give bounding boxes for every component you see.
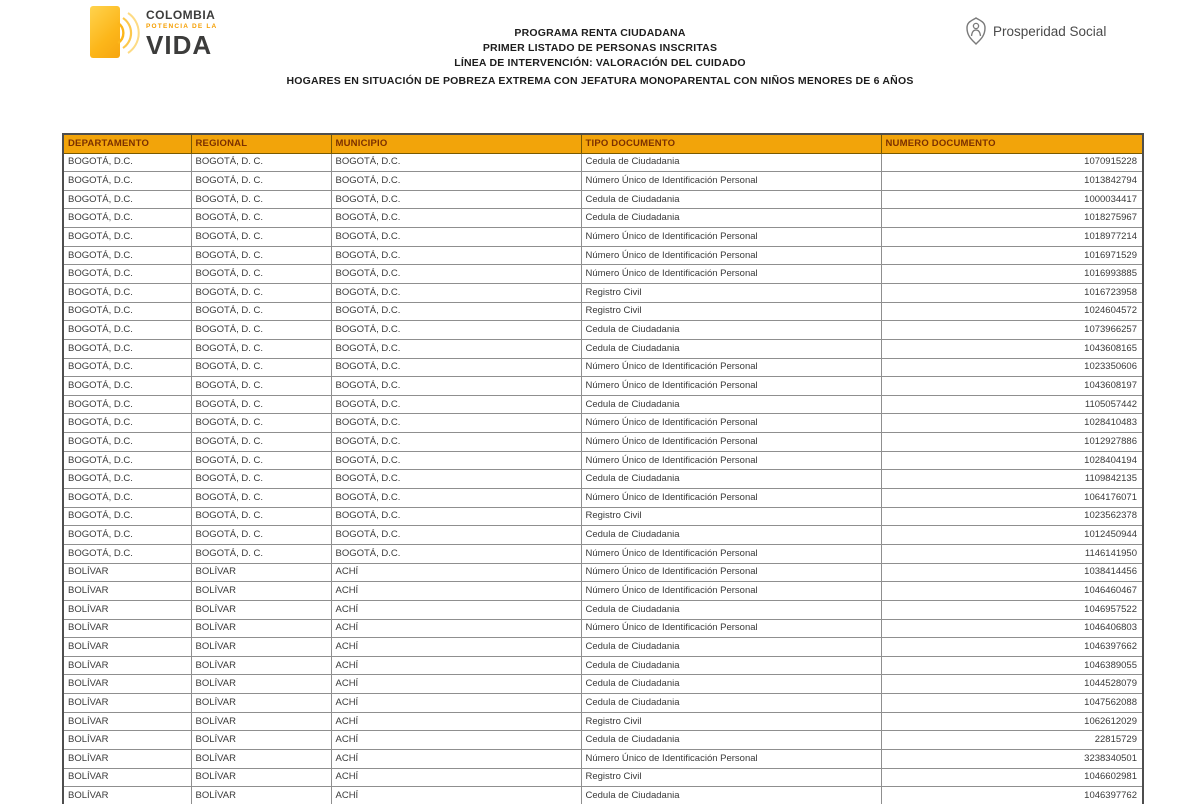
cell-municipio: BOGOTÁ, D.C. xyxy=(331,190,581,209)
table-row xyxy=(63,750,1143,769)
cell-regional: BOGOTÁ, D. C. xyxy=(191,526,331,545)
cell-regional: BOLÍVAR xyxy=(191,675,331,694)
cell-tipo-documento: Cedula de Ciudadania xyxy=(581,675,881,694)
cell-municipio: ACHÍ xyxy=(331,750,581,769)
cell-regional: BOGOTÁ, D. C. xyxy=(191,507,331,526)
cell-departamento: BOGOTÁ, D.C. xyxy=(63,302,191,321)
table-row xyxy=(63,283,1143,302)
cell-numero-documento: 1046406803 xyxy=(881,619,1143,638)
table-row xyxy=(63,395,1143,414)
cell-numero-documento: 1000034417 xyxy=(881,190,1143,209)
cell-numero-documento: 1028404194 xyxy=(881,451,1143,470)
table-row xyxy=(63,265,1143,284)
cell-numero-documento: 1016971529 xyxy=(881,246,1143,265)
cell-tipo-documento: Número Único de Identificación Personal xyxy=(581,172,881,191)
cell-municipio: ACHÍ xyxy=(331,600,581,619)
cell-departamento: BOLÍVAR xyxy=(63,750,191,769)
table-row xyxy=(63,563,1143,582)
cell-departamento: BOGOTÁ, D.C. xyxy=(63,265,191,284)
cell-tipo-documento: Registro Civil xyxy=(581,768,881,787)
cell-municipio: BOGOTÁ, D.C. xyxy=(331,172,581,191)
cell-numero-documento: 1038414456 xyxy=(881,563,1143,582)
table-row xyxy=(63,694,1143,713)
cell-tipo-documento: Cedula de Ciudadania xyxy=(581,600,881,619)
cell-numero-documento: 1046397762 xyxy=(881,787,1143,804)
cell-regional: BOGOTÁ, D. C. xyxy=(191,433,331,452)
cell-tipo-documento: Número Único de Identificación Personal xyxy=(581,414,881,433)
table-row xyxy=(63,414,1143,433)
cell-regional: BOLÍVAR xyxy=(191,656,331,675)
cell-municipio: BOGOTÁ, D.C. xyxy=(331,433,581,452)
table-body xyxy=(63,153,1143,804)
cell-regional: BOGOTÁ, D. C. xyxy=(191,451,331,470)
column-header-municipio: MUNICIPIO xyxy=(331,134,581,153)
cell-municipio: BOGOTÁ, D.C. xyxy=(331,302,581,321)
cell-departamento: BOLÍVAR xyxy=(63,712,191,731)
cell-tipo-documento: Registro Civil xyxy=(581,283,881,302)
cell-tipo-documento: Número Único de Identificación Personal xyxy=(581,451,881,470)
cell-regional: BOGOTÁ, D. C. xyxy=(191,283,331,302)
cell-departamento: BOGOTÁ, D.C. xyxy=(63,489,191,508)
logo-line-colombia: COLOMBIA xyxy=(146,8,216,22)
cell-municipio: BOGOTÁ, D.C. xyxy=(331,283,581,302)
cell-departamento: BOGOTÁ, D.C. xyxy=(63,414,191,433)
cell-municipio: ACHÍ xyxy=(331,712,581,731)
cell-tipo-documento: Número Único de Identificación Personal xyxy=(581,377,881,396)
cell-numero-documento: 1043608197 xyxy=(881,377,1143,396)
cell-numero-documento: 1023562378 xyxy=(881,507,1143,526)
column-header-departamento: DEPARTAMENTO xyxy=(63,134,191,153)
column-header-tipo-documento: TIPO DOCUMENTO xyxy=(581,134,881,153)
cell-departamento: BOGOTÁ, D.C. xyxy=(63,246,191,265)
cell-departamento: BOGOTÁ, D.C. xyxy=(63,451,191,470)
cell-departamento: BOGOTÁ, D.C. xyxy=(63,209,191,228)
cell-regional: BOGOTÁ, D. C. xyxy=(191,470,331,489)
cell-regional: BOLÍVAR xyxy=(191,768,331,787)
cell-regional: BOGOTÁ, D. C. xyxy=(191,358,331,377)
cell-regional: BOGOTÁ, D. C. xyxy=(191,209,331,228)
cell-tipo-documento: Cedula de Ciudadania xyxy=(581,395,881,414)
cell-departamento: BOGOTÁ, D.C. xyxy=(63,470,191,489)
cell-tipo-documento: Cedula de Ciudadania xyxy=(581,153,881,172)
prosperidad-social-label: Prosperidad Social xyxy=(993,23,1107,39)
table-row xyxy=(63,582,1143,601)
cell-numero-documento: 3238340501 xyxy=(881,750,1143,769)
cell-regional: BOGOTÁ, D. C. xyxy=(191,228,331,247)
cell-regional: BOGOTÁ, D. C. xyxy=(191,265,331,284)
cell-numero-documento: 1146141950 xyxy=(881,544,1143,563)
cell-tipo-documento: Cedula de Ciudadania xyxy=(581,638,881,657)
cell-departamento: BOLÍVAR xyxy=(63,787,191,804)
cell-numero-documento: 1064176071 xyxy=(881,489,1143,508)
cell-regional: BOLÍVAR xyxy=(191,731,331,750)
table-row xyxy=(63,246,1143,265)
table-row xyxy=(63,619,1143,638)
logo-line-vida: VIDA xyxy=(146,29,213,60)
table-row xyxy=(63,302,1143,321)
cell-tipo-documento: Cedula de Ciudadania xyxy=(581,209,881,228)
cell-municipio: ACHÍ xyxy=(331,694,581,713)
logo-line-potencia: POTENCIA DE LA xyxy=(146,23,218,30)
cell-departamento: BOGOTÁ, D.C. xyxy=(63,321,191,340)
cell-departamento: BOLÍVAR xyxy=(63,582,191,601)
cell-tipo-documento: Registro Civil xyxy=(581,302,881,321)
cell-departamento: BOGOTÁ, D.C. xyxy=(63,172,191,191)
title-line-2: PRIMER LISTADO DE PERSONAS INSCRITAS xyxy=(482,42,718,54)
table-row xyxy=(63,526,1143,545)
cell-tipo-documento: Número Único de Identificación Personal xyxy=(581,358,881,377)
table-row xyxy=(63,172,1143,191)
cell-regional: BOGOTÁ, D. C. xyxy=(191,246,331,265)
cell-numero-documento: 1012927886 xyxy=(881,433,1143,452)
cell-tipo-documento: Número Único de Identificación Personal xyxy=(581,619,881,638)
cell-departamento: BOGOTÁ, D.C. xyxy=(63,526,191,545)
cell-municipio: BOGOTÁ, D.C. xyxy=(331,489,581,508)
cell-numero-documento: 1016993885 xyxy=(881,265,1143,284)
table-row xyxy=(63,433,1143,452)
cell-regional: BOLÍVAR xyxy=(191,694,331,713)
prosperidad-social-logo xyxy=(965,17,1106,45)
cell-regional: BOGOTÁ, D. C. xyxy=(191,190,331,209)
title-line-4: HOGARES EN SITUACIÓN DE POBREZA EXTREMA CON JEFATURA MONOPARENTAL CON NIÑOS MENORES DE 6 AÑOS xyxy=(286,75,914,87)
cell-numero-documento: 1047562088 xyxy=(881,694,1143,713)
table-row xyxy=(63,228,1143,247)
document-title-block xyxy=(100,23,1100,89)
cell-regional: BOGOTÁ, D. C. xyxy=(191,489,331,508)
cell-departamento: BOGOTÁ, D.C. xyxy=(63,228,191,247)
cell-numero-documento: 1070915228 xyxy=(881,153,1143,172)
table-row xyxy=(63,153,1143,172)
table-row xyxy=(63,377,1143,396)
table-row xyxy=(63,358,1143,377)
cell-regional: BOLÍVAR xyxy=(191,750,331,769)
cell-tipo-documento: Número Único de Identificación Personal xyxy=(581,228,881,247)
cell-tipo-documento: Cedula de Ciudadania xyxy=(581,339,881,358)
cell-tipo-documento: Cedula de Ciudadania xyxy=(581,321,881,340)
cell-departamento: BOLÍVAR xyxy=(63,675,191,694)
title-line-1: PROGRAMA RENTA CIUDADANA xyxy=(514,27,686,39)
cell-municipio: BOGOTÁ, D.C. xyxy=(331,526,581,545)
cell-municipio: ACHÍ xyxy=(331,582,581,601)
table-row xyxy=(63,544,1143,563)
inscritos-table xyxy=(62,133,1144,804)
cell-municipio: BOGOTÁ, D.C. xyxy=(331,395,581,414)
cell-numero-documento: 1046957522 xyxy=(881,600,1143,619)
cell-departamento: BOLÍVAR xyxy=(63,731,191,750)
cell-numero-documento: 1046389055 xyxy=(881,656,1143,675)
column-header-numero-documento: NUMERO DOCUMENTO xyxy=(881,134,1143,153)
cell-regional: BOGOTÁ, D. C. xyxy=(191,395,331,414)
cell-departamento: BOLÍVAR xyxy=(63,694,191,713)
cell-municipio: ACHÍ xyxy=(331,638,581,657)
cell-municipio: ACHÍ xyxy=(331,768,581,787)
cell-municipio: BOGOTÁ, D.C. xyxy=(331,507,581,526)
cell-regional: BOLÍVAR xyxy=(191,600,331,619)
cell-numero-documento: 1012450944 xyxy=(881,526,1143,545)
cell-numero-documento: 1046460467 xyxy=(881,582,1143,601)
cell-municipio: BOGOTÁ, D.C. xyxy=(331,358,581,377)
cell-tipo-documento: Número Único de Identificación Personal xyxy=(581,563,881,582)
cell-municipio: BOGOTÁ, D.C. xyxy=(331,153,581,172)
cell-numero-documento: 1016723958 xyxy=(881,283,1143,302)
column-header-regional: REGIONAL xyxy=(191,134,331,153)
title-line-3: LÍNEA DE INTERVENCIÓN: VALORACIÓN DEL CUIDADO xyxy=(454,57,746,69)
cell-numero-documento: 1044528079 xyxy=(881,675,1143,694)
cell-regional: BOLÍVAR xyxy=(191,787,331,804)
cell-numero-documento: 1046397662 xyxy=(881,638,1143,657)
cell-numero-documento: 1023350606 xyxy=(881,358,1143,377)
cell-tipo-documento: Registro Civil xyxy=(581,712,881,731)
cell-regional: BOGOTÁ, D. C. xyxy=(191,414,331,433)
cell-departamento: BOLÍVAR xyxy=(63,638,191,657)
cell-departamento: BOGOTÁ, D.C. xyxy=(63,507,191,526)
cell-municipio: BOGOTÁ, D.C. xyxy=(331,544,581,563)
cell-tipo-documento: Cedula de Ciudadania xyxy=(581,694,881,713)
cell-departamento: BOGOTÁ, D.C. xyxy=(63,358,191,377)
cell-numero-documento: 1013842794 xyxy=(881,172,1143,191)
cell-regional: BOLÍVAR xyxy=(191,638,331,657)
cell-tipo-documento: Número Único de Identificación Personal xyxy=(581,246,881,265)
cell-municipio: ACHÍ xyxy=(331,675,581,694)
cell-tipo-documento: Cedula de Ciudadania xyxy=(581,470,881,489)
table-row xyxy=(63,600,1143,619)
cell-departamento: BOGOTÁ, D.C. xyxy=(63,377,191,396)
cell-regional: BOLÍVAR xyxy=(191,712,331,731)
cell-departamento: BOLÍVAR xyxy=(63,619,191,638)
cell-tipo-documento: Cedula de Ciudadania xyxy=(581,526,881,545)
cell-tipo-documento: Cedula de Ciudadania xyxy=(581,656,881,675)
cell-departamento: BOLÍVAR xyxy=(63,768,191,787)
cell-municipio: BOGOTÁ, D.C. xyxy=(331,209,581,228)
cell-regional: BOGOTÁ, D. C. xyxy=(191,544,331,563)
cell-numero-documento: 1018977214 xyxy=(881,228,1143,247)
cell-municipio: ACHÍ xyxy=(331,787,581,804)
table-row xyxy=(63,321,1143,340)
cell-departamento: BOGOTÁ, D.C. xyxy=(63,283,191,302)
cell-municipio: ACHÍ xyxy=(331,563,581,582)
cell-departamento: BOGOTÁ, D.C. xyxy=(63,433,191,452)
cell-regional: BOLÍVAR xyxy=(191,619,331,638)
table-row xyxy=(63,768,1143,787)
cell-regional: BOGOTÁ, D. C. xyxy=(191,339,331,358)
cell-tipo-documento: Cedula de Ciudadania xyxy=(581,731,881,750)
cell-departamento: BOLÍVAR xyxy=(63,600,191,619)
cell-tipo-documento: Número Único de Identificación Personal xyxy=(581,265,881,284)
cell-numero-documento: 1024604572 xyxy=(881,302,1143,321)
cell-tipo-documento: Número Único de Identificación Personal xyxy=(581,489,881,508)
table-row xyxy=(63,675,1143,694)
cell-tipo-documento: Cedula de Ciudadania xyxy=(581,787,881,804)
cell-tipo-documento: Cedula de Ciudadania xyxy=(581,190,881,209)
cell-departamento: BOGOTÁ, D.C. xyxy=(63,153,191,172)
cell-municipio: ACHÍ xyxy=(331,731,581,750)
cell-municipio: BOGOTÁ, D.C. xyxy=(331,246,581,265)
cell-municipio: BOGOTÁ, D.C. xyxy=(331,451,581,470)
cell-tipo-documento: Número Único de Identificación Personal xyxy=(581,582,881,601)
table-row xyxy=(63,731,1143,750)
prosperidad-social-icon xyxy=(965,17,987,45)
table-header-row xyxy=(63,134,1143,153)
table-row xyxy=(63,787,1143,804)
table-row xyxy=(63,489,1143,508)
table-row xyxy=(63,470,1143,489)
cell-regional: BOGOTÁ, D. C. xyxy=(191,302,331,321)
cell-municipio: BOGOTÁ, D.C. xyxy=(331,321,581,340)
table-row xyxy=(63,638,1143,657)
table-row xyxy=(63,712,1143,731)
cell-tipo-documento: Número Único de Identificación Personal xyxy=(581,750,881,769)
cell-departamento: BOLÍVAR xyxy=(63,656,191,675)
table-row xyxy=(63,507,1143,526)
cell-municipio: BOGOTÁ, D.C. xyxy=(331,470,581,489)
table-row xyxy=(63,209,1143,228)
cell-municipio: BOGOTÁ, D.C. xyxy=(331,265,581,284)
cell-numero-documento: 1028410483 xyxy=(881,414,1143,433)
cell-municipio: ACHÍ xyxy=(331,619,581,638)
cell-departamento: BOGOTÁ, D.C. xyxy=(63,190,191,209)
cell-tipo-documento: Número Único de Identificación Personal xyxy=(581,544,881,563)
cell-regional: BOGOTÁ, D. C. xyxy=(191,321,331,340)
cell-numero-documento: 1073966257 xyxy=(881,321,1143,340)
table-row xyxy=(63,339,1143,358)
cell-numero-documento: 1105057442 xyxy=(881,395,1143,414)
cell-numero-documento: 1109842135 xyxy=(881,470,1143,489)
cell-departamento: BOLÍVAR xyxy=(63,563,191,582)
cell-regional: BOLÍVAR xyxy=(191,563,331,582)
cell-numero-documento: 1062612029 xyxy=(881,712,1143,731)
cell-municipio: BOGOTÁ, D.C. xyxy=(331,228,581,247)
cell-tipo-documento: Número Único de Identificación Personal xyxy=(581,433,881,452)
cell-numero-documento: 1018275967 xyxy=(881,209,1143,228)
cell-regional: BOGOTÁ, D. C. xyxy=(191,377,331,396)
cell-departamento: BOGOTÁ, D.C. xyxy=(63,339,191,358)
cell-regional: BOGOTÁ, D. C. xyxy=(191,153,331,172)
cell-municipio: BOGOTÁ, D.C. xyxy=(331,377,581,396)
cell-regional: BOGOTÁ, D. C. xyxy=(191,172,331,191)
cell-departamento: BOGOTÁ, D.C. xyxy=(63,395,191,414)
cell-municipio: BOGOTÁ, D.C. xyxy=(331,339,581,358)
cell-departamento: BOGOTÁ, D.C. xyxy=(63,544,191,563)
table-row xyxy=(63,451,1143,470)
cell-numero-documento: 1046602981 xyxy=(881,768,1143,787)
cell-municipio: BOGOTÁ, D.C. xyxy=(331,414,581,433)
table-row xyxy=(63,656,1143,675)
cell-numero-documento: 22815729 xyxy=(881,731,1143,750)
cell-regional: BOLÍVAR xyxy=(191,582,331,601)
cell-numero-documento: 1043608165 xyxy=(881,339,1143,358)
cell-municipio: ACHÍ xyxy=(331,656,581,675)
cell-tipo-documento: Registro Civil xyxy=(581,507,881,526)
page-header xyxy=(0,0,1200,110)
table-row xyxy=(63,190,1143,209)
